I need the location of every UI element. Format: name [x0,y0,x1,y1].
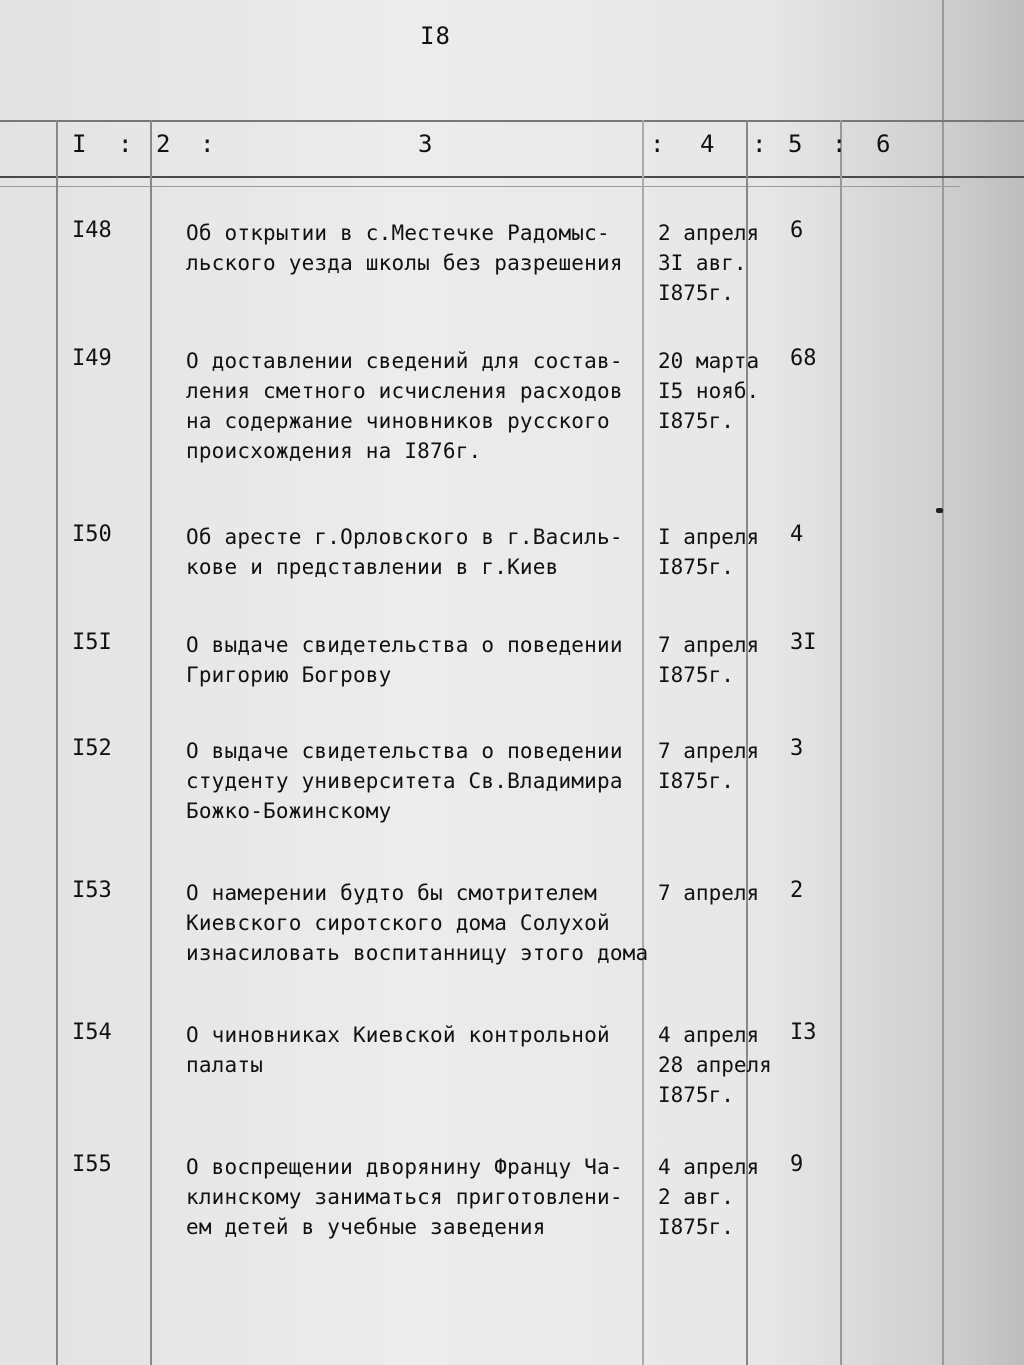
column-header-1: I [72,130,87,158]
case-number: I55 [72,1152,112,1177]
case-title: О выдаче свидетельства о поведении Григорию Богрову [186,633,623,687]
column-divider-4 [642,120,644,1365]
ink-mark [936,508,943,513]
column-header-sep: : [832,130,847,158]
case-dates: 7 апреля I875г. [658,739,760,793]
case-title: О выдаче свидетельства о поведении студенту университета Св.Владимира Божко-Божинскому [186,739,623,823]
column-header-5: 5 [788,130,803,158]
header-top-rule [0,120,1024,122]
sheet-count: 2 [790,878,804,903]
case-dates: 20 марта I5 нояб. I875г. [658,349,760,433]
case-dates: 4 апреля 28 апреля I875г. [658,1023,772,1107]
case-title: О намерении будто бы смотрителем Киевского сиротского дома Солухой изнасиловать воспитанницу этого дома [186,881,649,965]
case-number: I49 [72,346,112,371]
column-header-sep: : [200,130,215,158]
case-dates: 7 апреля I875г. [658,633,760,687]
case-number: I52 [72,736,112,761]
case-title: О чиновниках Киевской контрольной палаты [186,1023,610,1077]
page-edge [942,0,944,1365]
case-number: I50 [72,522,112,547]
case-number: I54 [72,1020,112,1045]
case-dates: I апреля I875г. [658,525,760,579]
column-header-sep: : [650,130,665,158]
sheet-count: 6 [790,218,804,243]
header-bottom-rule [0,176,1024,178]
case-title: Об аресте г.Орловского в г.Василь- кове и представлении в г.Киев [186,525,623,579]
column-divider-6 [840,120,842,1365]
case-number: I53 [72,878,112,903]
case-dates: 2 апреля 3I авг. I875г. [658,221,760,305]
case-title: О воспрещении дворянину Францу Ча- клинскому заниматься приготовлени- ем детей в учебные заведения [186,1155,623,1239]
sheet-count: 9 [790,1152,804,1177]
column-header-sep: : [752,130,767,158]
case-title: Об открытии в с.Местечке Радомыс- льского уезда школы без разрешения [186,221,623,275]
column-header-4: 4 [700,130,715,158]
column-header-6: 6 [876,130,891,158]
column-header-3: 3 [418,130,433,158]
sheet-count: 3 [790,736,804,761]
column-divider-2 [150,120,152,1365]
case-dates: 7 апреля [658,881,760,905]
case-title: О доставлении сведений для состав- ления сметного исчисления расходов на содержание чиновников русского происхождения на I876г. [186,349,623,463]
page-number: I8 [420,22,451,50]
case-number: I48 [72,218,112,243]
header-second-rule [0,186,960,187]
case-dates: 4 апреля 2 авг. I875г. [658,1155,760,1239]
sheet-count: 68 [790,346,817,371]
sheet-count: 4 [790,522,804,547]
column-header-2: 2 [156,130,171,158]
sheet-count: 3I [790,630,817,655]
column-divider-1 [56,120,58,1365]
sheet-count: I3 [790,1020,817,1045]
column-header-sep: : [118,130,133,158]
case-number: I5I [72,630,112,655]
